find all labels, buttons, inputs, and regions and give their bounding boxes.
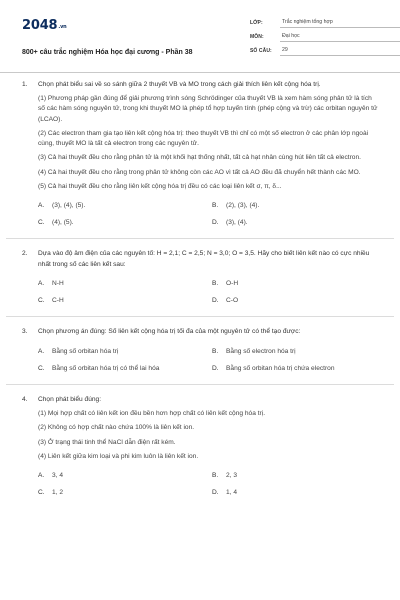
option-letter: A.	[38, 347, 45, 355]
option-letter: A.	[38, 201, 45, 209]
answer-options	[38, 347, 378, 374]
question-item	[22, 249, 378, 306]
question-number: 2.	[22, 250, 28, 258]
question-divider	[6, 238, 394, 239]
question-statement: (3) Ở trạng thái tinh thể NaCl dẫn điện rất kém.	[38, 438, 176, 446]
question-item	[22, 395, 378, 499]
option-letter: C.	[38, 364, 45, 372]
answer-option[interactable]	[212, 471, 382, 481]
answer-option[interactable]	[38, 201, 212, 211]
answer-option[interactable]	[38, 218, 212, 228]
answer-options	[38, 471, 378, 498]
meta-row-class	[250, 14, 400, 28]
option-text: 1, 2	[52, 489, 63, 497]
answer-option[interactable]	[38, 488, 212, 498]
option-letter: D.	[212, 489, 219, 497]
question-number: 1.	[22, 81, 28, 88]
answer-option[interactable]	[212, 488, 382, 498]
header-divider	[0, 72, 400, 73]
question-divider	[6, 384, 394, 385]
question-statement: (3) Cả hai thuyết đều cho rằng phân tử là một khối hạt thống nhất, tất cả hạt nhân cùng hút liên tất cả electron.	[38, 154, 361, 162]
option-text: (4), (5).	[52, 219, 74, 227]
option-text: 1, 4	[226, 489, 237, 497]
option-letter: B.	[212, 472, 219, 480]
option-letter: D.	[212, 297, 219, 305]
question-statement: (4) Liên kết giữa kim loại và phi kim luôn là liên kết ion.	[38, 452, 199, 460]
question-statement: (2) Các electron tham gia tạo liên kết cộng hóa trị: theo thuyết VB thì chỉ có một số electron ở các phân lớp ngoài cùng, thuyết MO là tất cả electron trong các nguyên tử.	[38, 129, 369, 148]
option-text: (3), (4).	[226, 219, 248, 227]
option-text: Bằng số electron hóa trị	[226, 347, 296, 355]
option-text: (2), (3), (4).	[226, 201, 260, 209]
page-header	[22, 14, 378, 76]
answer-options	[38, 201, 378, 228]
question-text: Chọn phương án đúng: Số liên kết cộng hóa trị tối đa của một nguyên tử có thể tạo được:	[38, 328, 301, 336]
option-letter: B.	[212, 201, 219, 209]
question-item	[22, 327, 378, 374]
site-logo[interactable]: 2048.vn	[22, 18, 67, 33]
option-letter: A.	[38, 279, 45, 287]
question-statement: (1) Phương pháp gần đúng để giải phương trình sóng Schrödinger của thuyết VB là xem hàm sóng phân tử là tích số các hàm sóng nguyên tử, trong khi thuyết MO là phép tổ hợp tuyến tính (phép cộng và trừ) các orbitan nguyên tử (LCAO).	[38, 95, 378, 123]
option-text: Bằng số orbitan hóa trị có thể lai hóa	[52, 364, 160, 372]
answer-option[interactable]	[38, 471, 212, 481]
question-number: 3.	[22, 328, 28, 336]
meta-label: LỚP:	[250, 20, 263, 27]
meta-value: Trắc nghiệm tổng hợp	[280, 18, 400, 28]
meta-label: MÔN:	[250, 34, 264, 41]
answer-option[interactable]	[212, 218, 382, 228]
option-letter: A.	[38, 472, 45, 480]
question-text: Chọn phát biểu đúng:	[38, 395, 102, 403]
answer-option[interactable]	[38, 296, 212, 306]
option-text: C-O	[226, 297, 239, 305]
option-text: N-H	[52, 279, 64, 287]
option-letter: C.	[38, 297, 45, 305]
answer-option[interactable]	[212, 347, 382, 357]
option-letter: B.	[212, 279, 219, 287]
meta-info	[250, 14, 400, 56]
option-letter: B.	[212, 347, 219, 355]
question-list	[22, 80, 378, 498]
question-item	[22, 80, 378, 228]
meta-row-subject	[250, 28, 400, 42]
meta-value: 29	[280, 46, 400, 56]
option-text: Bằng số orbitan hóa trị chứa electron	[226, 364, 335, 372]
question-text: Dựa vào độ âm điện của các nguyên tố: H = 2,1; C = 2,5; N = 3,0; O = 3,5. Hãy cho biết liên kết nào có cực nhiều nhất trong số các liên kết sau:	[38, 250, 370, 268]
question-statement: (5) Cả hai thuyết đều cho rằng liên kết cộng hóa trị đều có các loại liên kết σ, π, δ...	[38, 182, 282, 190]
option-letter: D.	[212, 219, 219, 227]
answer-option[interactable]	[212, 296, 382, 306]
option-letter: C.	[38, 489, 45, 497]
answer-options	[38, 279, 378, 306]
answer-option[interactable]	[212, 279, 382, 289]
option-letter: C.	[38, 219, 45, 227]
option-text: Bằng số orbitan hóa trị	[52, 347, 119, 355]
answer-option[interactable]	[38, 364, 212, 374]
answer-option[interactable]	[212, 201, 382, 211]
meta-value: Đại học	[280, 32, 400, 42]
option-text: (3), (4), (5).	[52, 201, 86, 209]
option-text: O-H	[226, 279, 239, 287]
option-text: 3, 4	[52, 472, 63, 480]
question-divider	[6, 316, 394, 317]
question-text: Chọn phát biểu sai về so sánh giữa 2 thuyết VB và MO trong cách giải thích liên kết cộng hóa trị.	[38, 81, 321, 88]
meta-label: SỐ CÂU:	[250, 48, 272, 55]
question-statement: (2) Không có hợp chất nào chứa 100% là liên kết ion.	[38, 424, 195, 432]
option-text: C-H	[52, 297, 64, 305]
meta-row-count	[250, 42, 400, 56]
question-statement: (4) Cả hai thuyết đều cho rằng trong phân tử không còn các AO vì tất cả AO đều đã chuyển hết thành các MO.	[38, 168, 361, 176]
question-number: 4.	[22, 395, 28, 403]
answer-option[interactable]	[38, 347, 212, 357]
answer-option[interactable]	[212, 364, 382, 374]
question-statement: (1) Mọi hợp chất có liên kết ion đều bền hơn hợp chất có liên kết cộng hóa trị.	[38, 410, 266, 418]
answer-option[interactable]	[38, 279, 212, 289]
option-letter: D.	[212, 364, 219, 372]
option-text: 2, 3	[226, 472, 237, 480]
document-title: 800+ câu trắc nghiệm Hóa học đại cương - Phần 38	[22, 49, 193, 56]
